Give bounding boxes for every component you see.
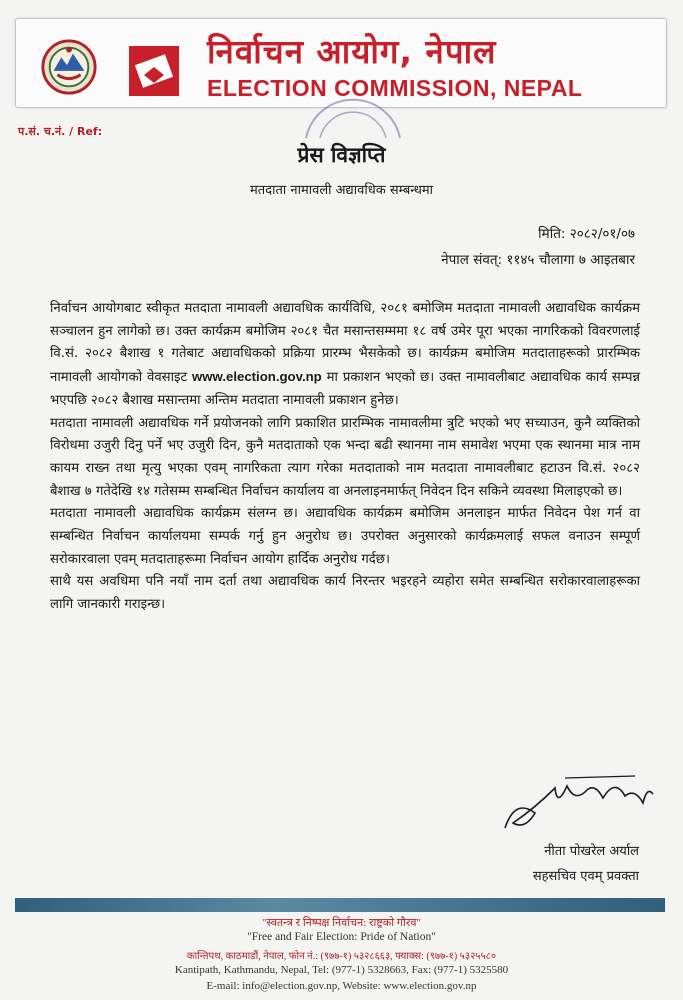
reference-label: प.सं. च.नं. / Ref:	[18, 125, 103, 138]
election-commission-logo-icon	[128, 45, 180, 97]
organization-title-nepali: निर्वाचन आयोग, नेपाल	[207, 32, 497, 71]
signatory-name: नीता पोखरेल अर्याल	[544, 844, 639, 859]
footer-contact: E-mail: info@election.gov.np, Website: www.election.gov.np	[206, 980, 477, 992]
paragraph-4: साथै यस अवधिमा पनि नयाँ नाम दर्ता तथा अद्यावधिक कार्य निरन्तर भइरहने व्यहोरा समेत सम्बन्धित सरोकारवालाहरूका लागि जानकारी गराइन्छ।	[50, 574, 640, 613]
footer-motto-nepali: "स्वतन्त्र र निष्पक्ष निर्वाचन: राष्ट्रको गौरव"	[262, 917, 421, 929]
organization-title-english: ELECTION COMMISSION, NEPAL	[207, 75, 583, 101]
press-release-title: प्रेस विज्ञप्ति	[297, 143, 386, 167]
footer-motto-english: "Free and Fair Election: Pride of Nation"	[247, 931, 436, 943]
footer-address-english: Kantipath, Kathmandu, Nepal, Tel: (977-1) 5328663, Fax: (977-1) 5325580	[174, 964, 509, 976]
faint-seal-stamp	[298, 84, 408, 140]
footer-band	[15, 898, 665, 912]
subject-line: मतदाता नामावली अद्यावधिक सम्बन्धमा	[250, 183, 433, 198]
paragraph-1-start: निर्वाचन आयोगबाट स्वीकृत मतदाता नामावली अद्यावधिक कार्यविधि, २०८१ बमोजिम मतदाता नामावली अद्यावधिक कार्यक्रम सञ्चालन हुन लागेको छ। उक्त कार्यक्रम बमोजिम २०८१ चैत मसान्तसम्ममा १८ वर्ष उमेर पूरा भएका नागरिकको विवरणलाई वि.सं. २०८२ बैशाख १ गतेबाट अद्यावधिकको प्रक्रिया प्रारम्भ भैसकेको छ। कार्यक्रम बमोजिम मतदाताहरूको प्रारम्भिक नामावली आयोगको वेवसाइट	[50, 301, 640, 386]
paragraph-2: मतदाता नामावली अद्यावधिक गर्ने प्रयोजनको लागि प्रकाशित प्रारम्भिक नामावलीमा त्रुटि भएको भए सच्याउन, कुनै व्यक्तिको विरोधमा उजुरी दिनु पर्ने भए उजुरी दिन, कुनै मतदाताको एक भन्दा बढी स्थानमा नाम समावेश भएमा एक स्थानमा मात्र नाम कायम राख्न तथा मृत्यु भएका एवम् नागरिकता त्याग गरेका मतदाताको नाम मतदाता नामावलीबाट हटाउन वि.सं. २०८२ बैशाख ७ गतेदेखि १४ गतेसम्म सम्बन्धित निर्वाचन कार्यालय वा अनलाइनमार्फत् निवेदन दिन सकिने व्यवस्था मिलाइएको छ।	[50, 415, 640, 499]
paragraph-1-end: मा प्रकाशन भएको छ। उक्त नामावलीबाट अद्यावधिक कार्य सम्पन्न भएपछि २०८२ बैशाख मसान्तमा अन्तिम मतदाता नामावली प्रकाशन हुनेछ।	[50, 370, 640, 408]
footer-address-nepali: कान्तिपथ, काठमाडौं, नेपाल, फोन नं.: (९७७-१) ५३२८६६३, फ्याक्स: (९७७-१) ५३२५५८०	[186, 951, 497, 962]
signatory-designation: सहसचिव एवम् प्रवक्ता	[532, 869, 639, 884]
nepal-samvat-date: नेपाल संवत्: ११४५ चौलागा ७ आइतबार	[441, 252, 635, 268]
handwritten-signature	[495, 768, 660, 838]
nepal-emblem-icon	[40, 38, 98, 96]
paragraph-3: मतदाता नामावली अद्यावधिक कार्यक्रम संलग्न छ। अद्यावधिक कार्यक्रम बमोजिम अनलाइन मार्फत निवेदन पेश गर्न वा सम्बन्धित निर्वाचन कार्यालयमा सम्पर्क गर्नु हुन अनुरोध छ। उपरोक्त अनुसारको कार्यक्रमलाई सफल वनाउन सम्पूर्ण सरोकारवाला एवम् मतदाताहरूमा निर्वाचन आयोग हार्दिक अनुरोध गर्दछ।	[50, 506, 640, 567]
paragraph-1	[50, 298, 640, 413]
website-link[interactable]: www.election.gov.np	[192, 369, 322, 385]
date-line: मिति: २०८२/०१/०७	[538, 226, 635, 242]
body-text	[50, 298, 640, 617]
